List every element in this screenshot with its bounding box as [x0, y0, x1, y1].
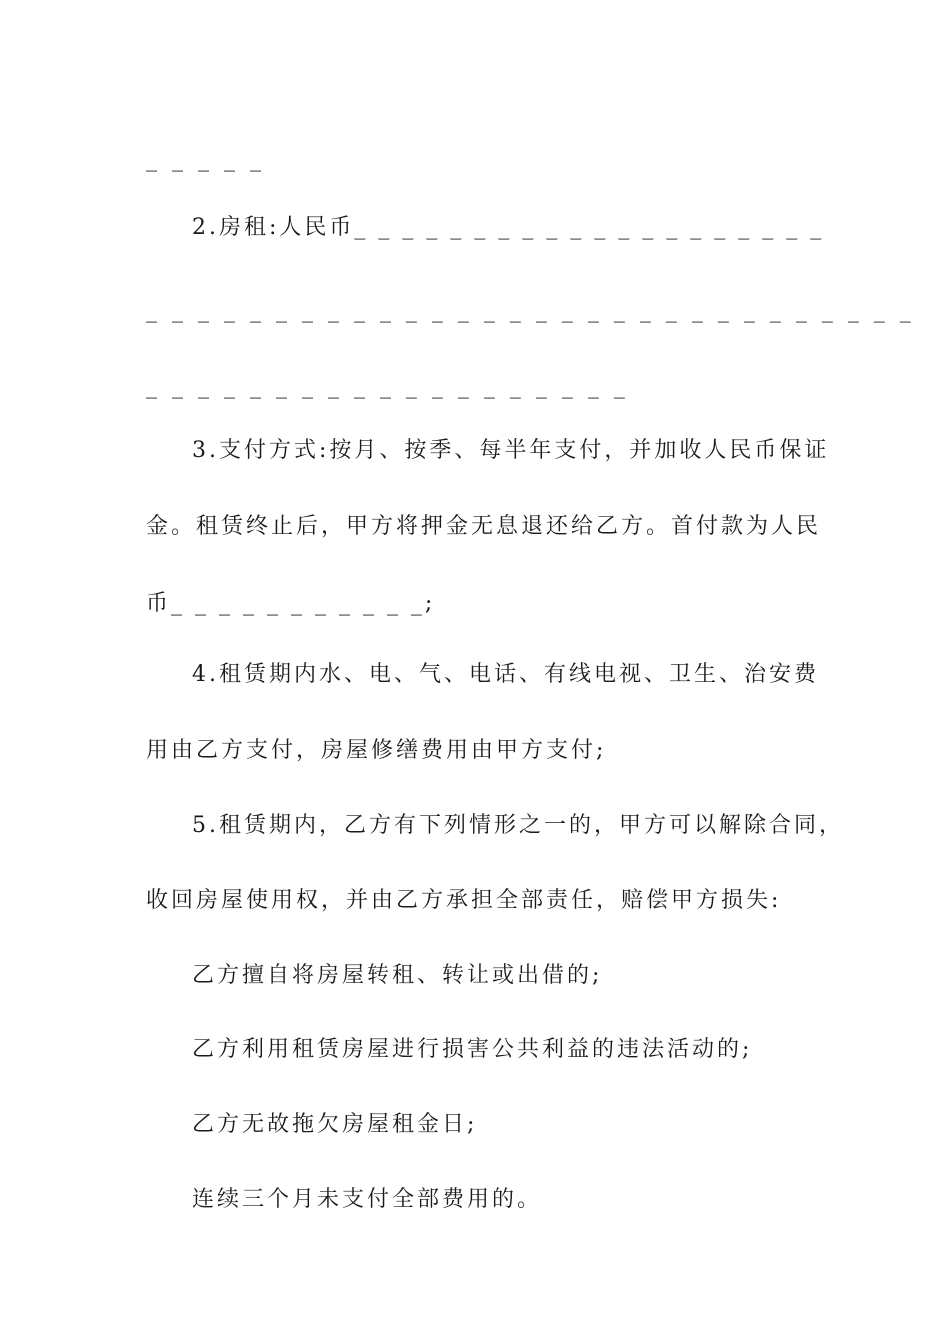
condition-item: 乙方利用租赁房屋进行损害公共利益的违法活动的; — [192, 1037, 753, 1062]
termination-clause: 5.租赁期内，乙方有下列情形之一的，甲方可以解除合同， — [192, 813, 844, 838]
condition-item: 连续三个月未支付全部费用的。 — [192, 1187, 543, 1212]
first-payment-line: 币_ _ _ _ _ _ _ _ _ _ _; — [146, 591, 436, 616]
fees-clause: 4.租赁期内水、电、气、电话、有线电视、卫生、治安费 — [192, 662, 819, 687]
fees-clause-continued: 用由乙方支付，房屋修缮费用由甲方支付; — [146, 738, 607, 763]
payment-clause: 3.支付方式:按月、按季、每半年支付，并加收人民币保证 — [192, 438, 830, 463]
blank-line: _ _ _ _ _ _ _ _ _ _ _ _ _ _ _ _ _ _ _ _ _ _ _ _ _ _ _ _ _ _ — [146, 298, 915, 323]
rent-clause: 2.房租:人民币_ _ _ _ _ _ _ _ _ _ _ _ _ _ _ _ _ _ _ _ — [192, 215, 825, 240]
termination-clause-continued: 收回房屋使用权，并由乙方承担全部责任，赔偿甲方损失: — [146, 888, 782, 913]
blank-line: _ _ _ _ _ — [146, 147, 265, 172]
payment-clause-continued: 金。租赁终止后，甲方将押金无息退还给乙方。首付款为人民 — [146, 514, 822, 539]
condition-item: 乙方无故拖欠房屋租金日; — [192, 1112, 478, 1137]
condition-item: 乙方擅自将房屋转租、转让或出借的; — [192, 963, 603, 988]
blank-line: _ _ _ _ _ _ _ _ _ _ _ _ _ _ _ _ _ _ _ — [146, 374, 629, 399]
